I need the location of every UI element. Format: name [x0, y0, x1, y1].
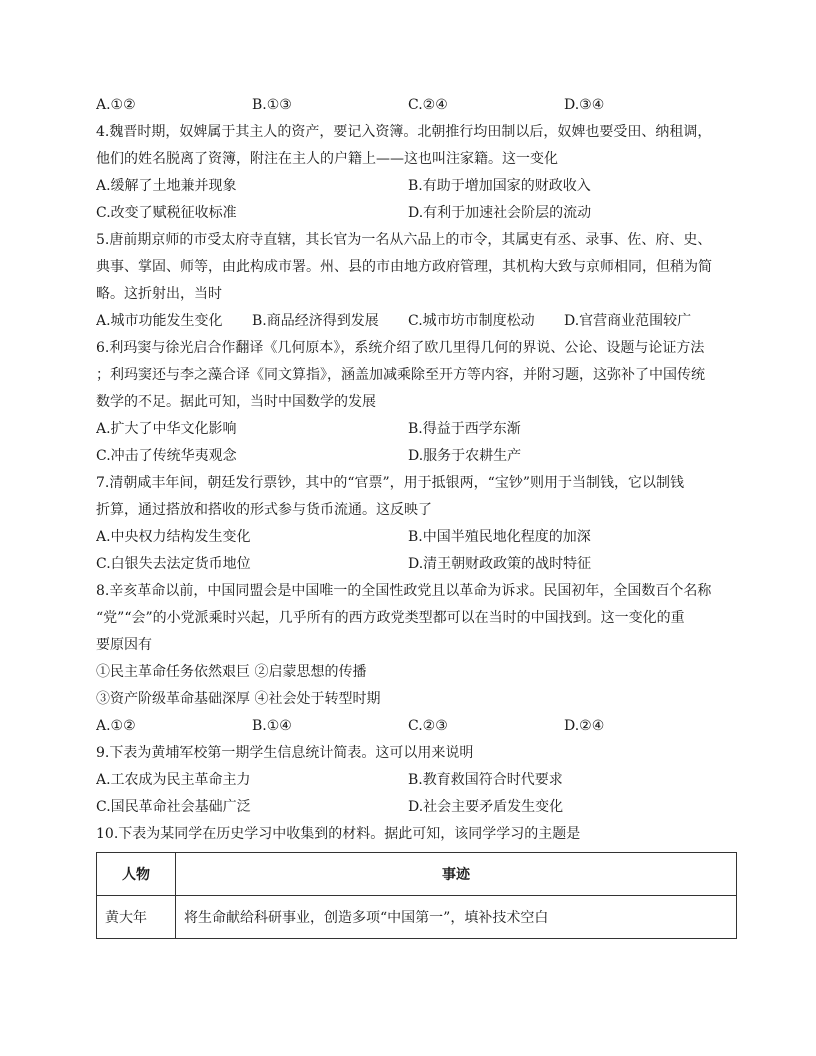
table-row: [97, 896, 737, 939]
question-6: [96, 335, 738, 470]
q4-option-d: D.有利于加速社会阶层的流动: [408, 205, 592, 221]
table-header-person: 人物: [97, 853, 176, 896]
q5-option-a: A.城市功能发生变化: [96, 313, 223, 329]
q8-option-a: A.①②: [96, 718, 136, 734]
q6-option-b: B.得益于西学东渐: [408, 421, 521, 437]
question-5: [96, 227, 738, 335]
q5-stem-line-1: 5.唐前期京师的市受太府寺直辖，其长官为一名从六品上的市令，其属吏有丞、录事、佐、府、史、: [96, 232, 712, 248]
q6-options-row-2: [96, 443, 738, 470]
q5-option-b: B.商品经济得到发展: [252, 313, 379, 329]
q5-options: [96, 308, 738, 335]
q6-stem-line-2: ；利玛窦还与李之藻合译《同文算指》，涵盖加减乘除至开方等内容，并附习题，这弥补了中国传统: [96, 367, 705, 383]
q7-option-c: C.白银失去法定货币地位: [96, 556, 251, 572]
q10-stem-line-1: 10.下表为某同学在历史学习中收集到的材料。据此可知，该同学学习的主题是: [96, 826, 581, 842]
q4-stem-line-2: 他们的姓名脱离了资簿，附注在主人的户籍上——这也叫注家籍。这一变化: [96, 151, 558, 167]
table-cell-deeds: 将生命献给科研事业，创造多项“中国第一”，填补技术空白: [176, 896, 737, 939]
table-cell-person: 黄大年: [97, 896, 176, 939]
q5-stem-line-3: 略。这折射出，当时: [96, 286, 222, 302]
q4-option-c: C.改变了赋税征收标准: [96, 205, 237, 221]
q9-option-d: D.社会主要矛盾发生变化: [408, 799, 564, 815]
q6-stem-line-3: 数学的不足。据此可知，当时中国数学的发展: [96, 394, 376, 410]
q6-option-d: D.服务于农耕生产: [408, 448, 522, 464]
exam-page: [96, 92, 738, 939]
q7-stem-line-1: 7.清朝咸丰年间，朝廷发行票钞，其中的“官票”，用于抵银两，“宝钞”则用于当制钱，它以制钱: [96, 475, 684, 491]
question-7: [96, 470, 738, 578]
q9-stem-line-1: 9.下表为黄埔军校第一期学生信息统计简表。这可以用来说明: [96, 745, 474, 761]
q7-option-d: D.清王朝财政政策的战时特征: [408, 556, 592, 572]
q3-option-b: B.①③: [252, 97, 292, 113]
q4-options-row-1: [96, 173, 738, 200]
q4-stem-line-1: 4.魏晋时期，奴婢属于其主人的资产，要记入资簿。北朝推行均田制以后，奴婢也要受田、纳租调，: [96, 124, 712, 140]
q4-options-row-2: [96, 200, 738, 227]
q5-option-c: C.城市坊市制度松动: [408, 313, 535, 329]
q8-item-line-2: ③资产阶级革命基础深厚 ④社会处于转型时期: [96, 691, 381, 707]
question-4: [96, 119, 738, 227]
q7-option-a: A.中央权力结构发生变化: [96, 529, 251, 545]
q3-options: [96, 92, 738, 119]
q5-stem-line-2: 典事、掌固、师等，由此构成市署。州、县的市由地方政府管理，其机构大致与京师相同，但稍为简: [96, 259, 712, 275]
q6-options-row-1: [96, 416, 738, 443]
q10-table: [96, 852, 737, 939]
q7-options-row-2: [96, 551, 738, 578]
q7-stem-line-2: 折算，通过搭放和搭收的形式参与货币流通。这反映了: [96, 502, 432, 518]
q5-option-d: D.官营商业范围较广: [564, 313, 692, 329]
q4-option-b: B.有助于增加国家的财政收入: [408, 178, 591, 194]
q3-option-d: D.③④: [564, 97, 605, 113]
q6-stem-line-1: 6.利玛窦与徐光启合作翻译《几何原本》，系统介绍了欧几里得几何的界说、公论、设题与论证方法: [96, 340, 705, 356]
question-10: [96, 821, 738, 939]
q4-option-a: A.缓解了土地兼并现象: [96, 178, 237, 194]
q8-stem-line-3: 要原因有: [96, 637, 152, 653]
q9-option-a: A.工农成为民主革命主力: [96, 772, 251, 788]
q8-option-d: D.②④: [564, 718, 605, 734]
table-header-row: [97, 853, 737, 896]
q8-option-c: C.②③: [408, 718, 448, 734]
question-8: [96, 578, 738, 740]
q9-option-c: C.国民革命社会基础广泛: [96, 799, 251, 815]
question-9: [96, 740, 738, 821]
table-header-deeds: 事迹: [176, 853, 737, 896]
q6-option-a: A.扩大了中华文化影响: [96, 421, 237, 437]
q7-options-row-1: [96, 524, 738, 551]
q9-option-b: B.教育救国符合时代要求: [408, 772, 563, 788]
q9-options-row-1: [96, 767, 738, 794]
q3-option-a: A.①②: [96, 97, 136, 113]
q7-option-b: B.中国半殖民地化程度的加深: [408, 529, 591, 545]
q8-item-line-1: ①民主革命任务依然艰巨 ②启蒙思想的传播: [96, 664, 367, 680]
q3-option-c: C.②④: [408, 97, 448, 113]
q6-option-c: C.冲击了传统华夷观念: [96, 448, 237, 464]
q8-options: [96, 713, 738, 740]
q8-stem-line-1: 8.辛亥革命以前，中国同盟会是中国唯一的全国性政党且以革命为诉求。民国初年，全国数百个名称: [96, 583, 712, 599]
q8-option-b: B.①④: [252, 718, 292, 734]
q8-stem-line-2: “党”“会”的小党派乘时兴起，几乎所有的西方政党类型都可以在当时的中国找到。这一变化的重: [96, 610, 685, 626]
q9-options-row-2: [96, 794, 738, 821]
